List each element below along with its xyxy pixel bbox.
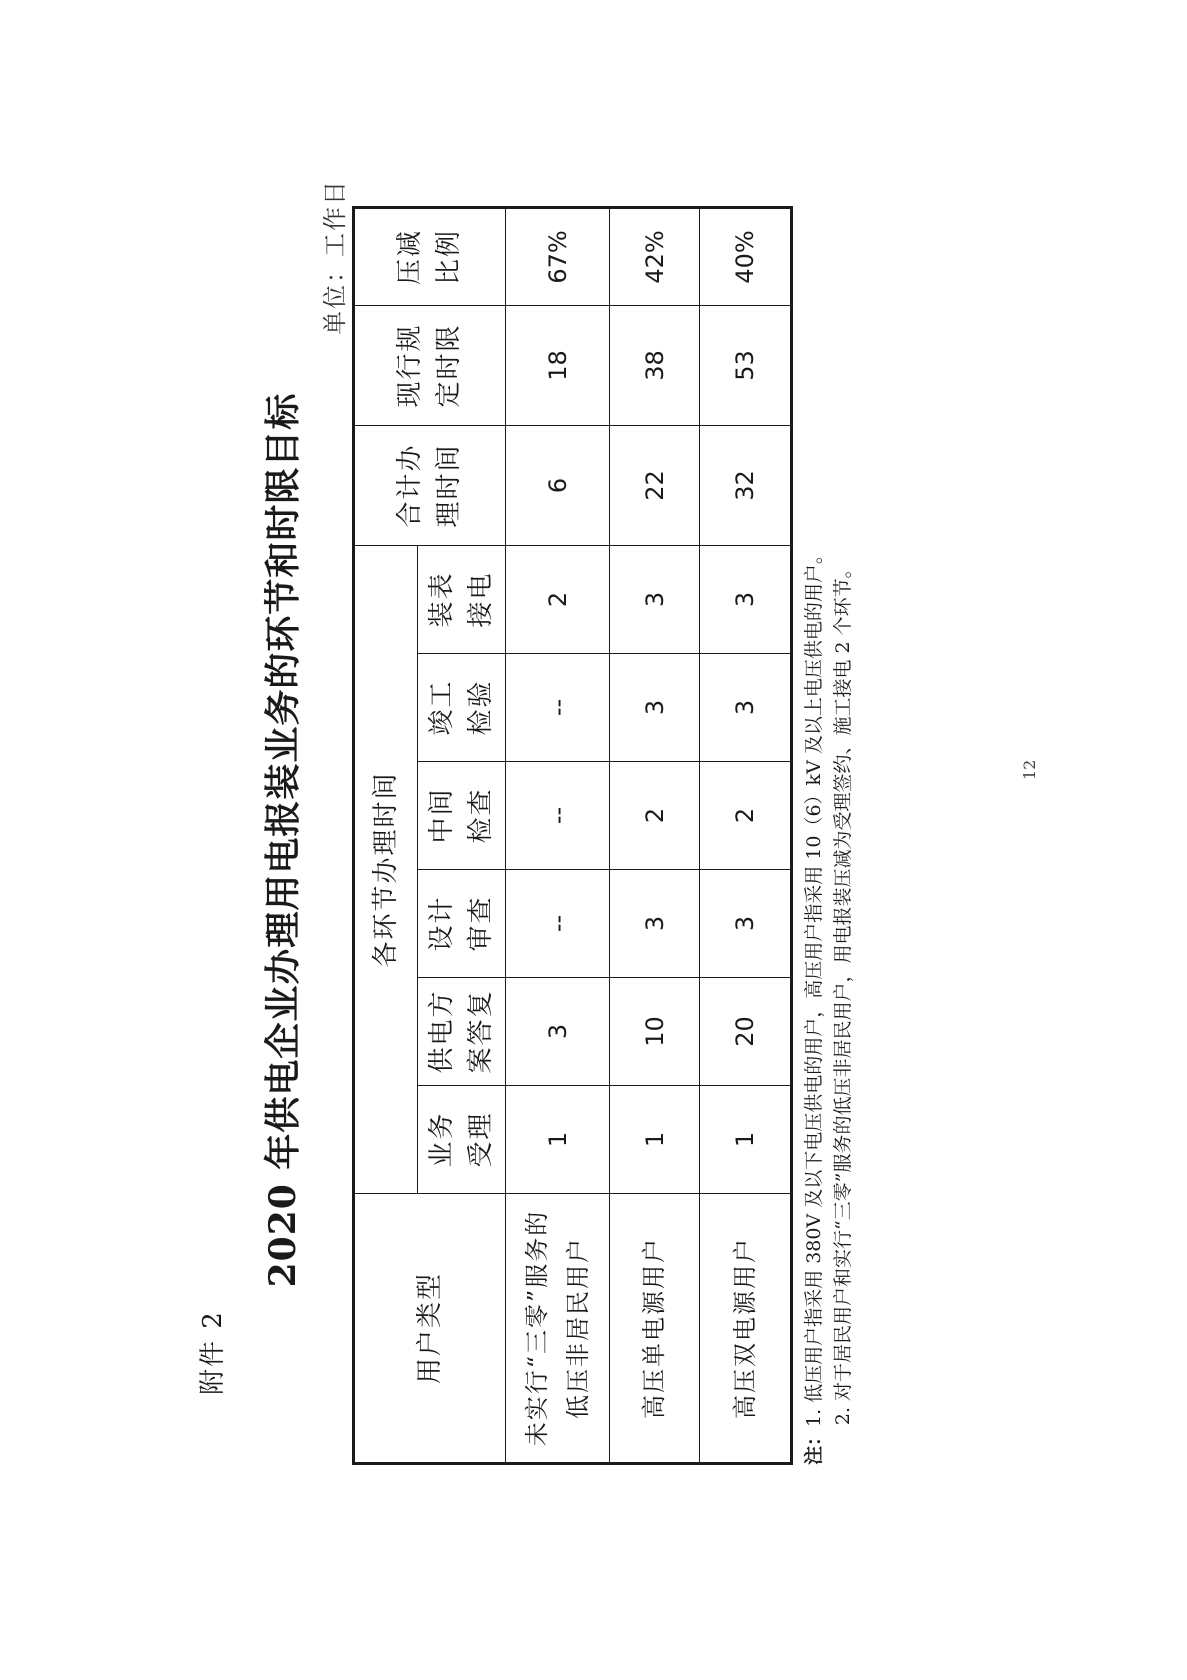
cell-value: 20 <box>700 978 792 1086</box>
note-line <box>800 545 829 1465</box>
cell-current-limit: 18 <box>506 305 610 425</box>
header-user-type: 用户类型 <box>354 1194 506 1464</box>
cell-value: 3 <box>700 870 792 978</box>
notes <box>800 545 859 1465</box>
cell-reduction: 42% <box>610 207 700 305</box>
cell-current-limit: 38 <box>610 305 700 425</box>
cell-value: 3 <box>700 545 792 653</box>
table-row <box>700 207 792 1463</box>
cell-value: 2 <box>506 545 610 653</box>
header-stage-acceptance: 业务 受理 <box>418 1086 506 1194</box>
row-user-type: 高压单电源用户 <box>610 1194 700 1464</box>
cell-value: 10 <box>610 978 700 1086</box>
cell-value: 1 <box>610 1086 700 1194</box>
cell-value: -- <box>506 762 610 870</box>
cell-value: 3 <box>700 654 792 762</box>
cell-total: 22 <box>610 425 700 545</box>
timeline-table <box>352 206 793 1465</box>
attachment-label: 附件 2 <box>198 1310 228 1395</box>
header-reduction: 压减 比例 <box>354 207 506 305</box>
cell-value: 2 <box>700 762 792 870</box>
row-user-type: 高压双电源用户 <box>700 1194 792 1464</box>
cell-reduction: 40% <box>700 207 792 305</box>
cell-value: 3 <box>610 654 700 762</box>
row-user-type: 未实行“三零”服务的 低压非居民用户 <box>506 1194 610 1464</box>
note-2: 2. 对于居民用户和实行“三零”服务的低压非居民用户，用电报装压减为受理签约、施工接电 2 个环节。 <box>832 559 855 1426</box>
cell-reduction: 67% <box>506 207 610 305</box>
cell-value: 3 <box>506 978 610 1086</box>
cell-value: 3 <box>610 545 700 653</box>
note-1: 1. 低压用户指采用 380V 及以下电压供电的用户，高压用户指采用 10（6）kV 及以上电压供电的用户。 <box>803 545 825 1427</box>
cell-value: 1 <box>506 1086 610 1194</box>
cell-value: 1 <box>700 1086 792 1194</box>
header-stage-group: 各环节办理时间 <box>354 545 418 1193</box>
table-row <box>610 207 700 1463</box>
cell-current-limit: 53 <box>700 305 792 425</box>
cell-value: -- <box>506 870 610 978</box>
cell-value: -- <box>506 654 610 762</box>
note-line <box>829 545 858 1465</box>
cell-value: 2 <box>610 762 700 870</box>
header-current-limit: 现行规 定时限 <box>354 305 506 425</box>
header-stage-completion-check: 竣工 检验 <box>418 654 506 762</box>
cell-value: 3 <box>610 870 700 978</box>
unit-label: 单位：工作日 <box>321 179 349 335</box>
notes-label: 注： <box>803 1426 825 1465</box>
page-number: 12 <box>1020 759 1039 780</box>
header-stage-interim-check: 中间 检查 <box>418 762 506 870</box>
header-stage-plan-reply: 供电方 案答复 <box>418 978 506 1086</box>
header-total: 合计办 理时间 <box>354 425 506 545</box>
page-title: 2020 年供电企业办理用电报装业务的环节和时限目标 <box>262 392 304 1288</box>
cell-total: 6 <box>506 425 610 545</box>
table-row <box>506 207 610 1463</box>
cell-total: 32 <box>700 425 792 545</box>
header-stage-meter-connection: 装表 接电 <box>418 545 506 653</box>
header-stage-design-review: 设计 审查 <box>418 870 506 978</box>
